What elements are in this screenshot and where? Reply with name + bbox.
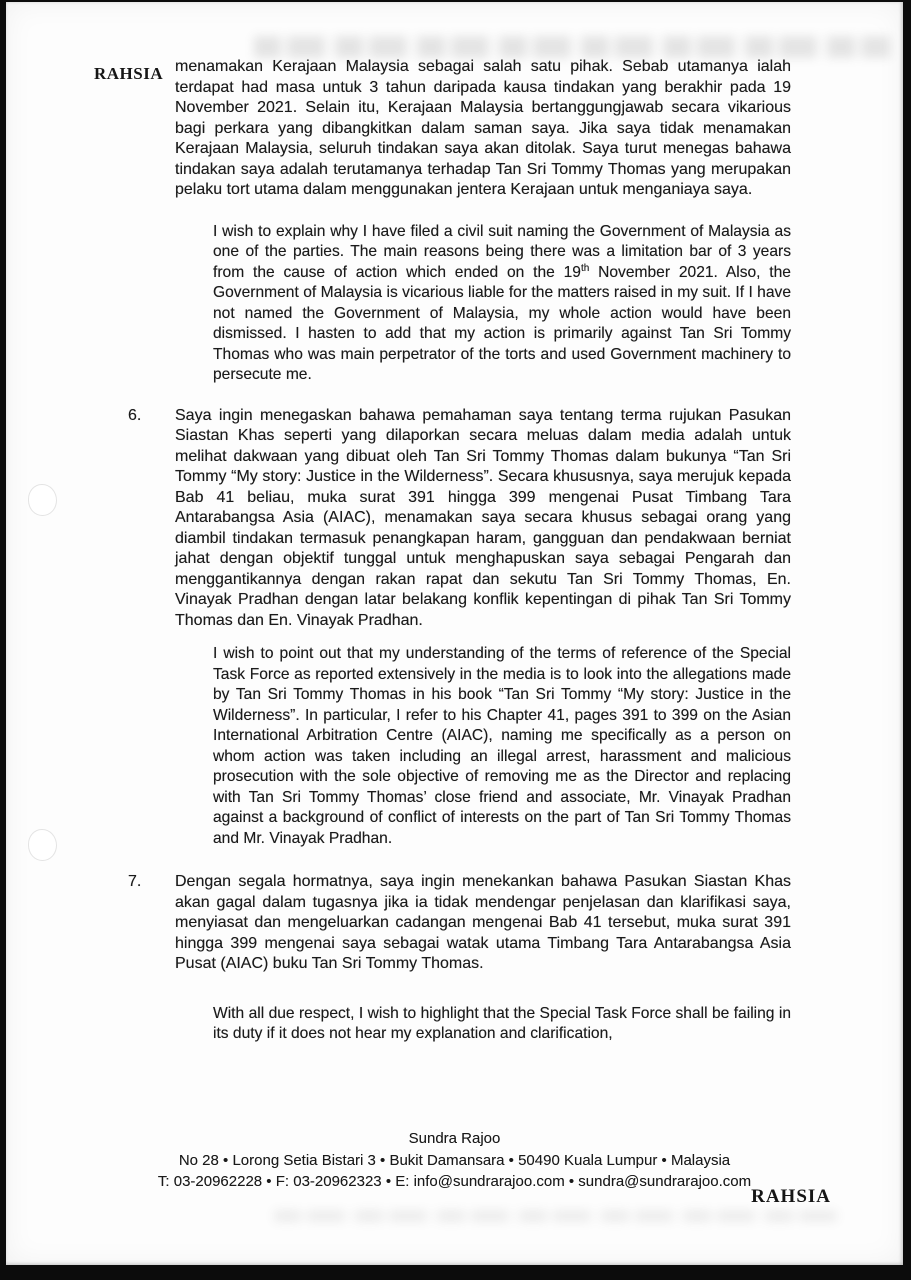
paragraph-english-translation-1: I wish to explain why I have filed a civil suit naming the Government of Malaysia as one of the parties. The main reasons being there was a limitation bar of 3 years from the cause of action which ended on the 19th November 2021. Also, the Government of Malaysia is vicarious liable for the matters raised in my suit. If I have not named the Government of Malaysia, my whole action would have been dismissed. I hasten to add that my action is primarily against Tan Sri Tommy Thomas who was main perpetrator of the torts and used Government machinery to persecute me. xyxy=(213,222,791,383)
paragraph-6-malay xyxy=(128,406,791,632)
paragraph-number: 7. xyxy=(128,873,142,890)
paragraph-continuation-malay: menamakan Kerajaan Malaysia sebagai salah satu pihak. Sebab utamanya ialah terdapat had masa untuk 3 tahun daripada kausa tindakan yang berakhir pada 19 November 2021. Selain itu, Kerajaan Malaysia bertanggungjawab secara vikarious bagi perkara yang dibangkitkan dalam saman saya. Jika saya tidak menamakan Kerajaan Malaysia, seluruh tindakan saya akan ditolak. Saya turut menegas bahawa tindakan saya adalah terutamanya terhadap Tan Sri Tommy Thomas yang merupakan pelaku tort utama dalam menggunakan jentera Kerajaan untuk menganiaya saya. xyxy=(175,58,791,198)
paragraph-text: Saya ingin menegaskan bahawa pemahaman saya tentang terma rujukan Pasukan Siastan Khas seperti yang dilaporkan secara meluas dalam media adalah untuk melihat dakwaan yang dibuat oleh Tan Sri Tommy Thomas dalam bukunya “Tan Sri Tommy “My story: Justice in the Wilderness”. Secara khususnya, saya merujuk kepada Bab 41 beliau, muka surat 391 hingga 399 mengenai Pusat Timbang Tara Antarabangsa Asia (AIAC), menamakan saya secara khusus sebagai orang yang diambil tindakan termasuk penangkapan haram, gangguan dan pendakwaan berniat jahat dengan objektif tunggal untuk menghapuskan saya sebagai Pengarah dan menggantikannya dengan rakan rapat dan sekutu Tan Sri Tommy Thomas, En. Vinayak Pradhan dengan latar belakang konflik kepentingan di pihak Tan Sri Tommy Thomas dan En. Vinayak Pradhan. xyxy=(175,406,791,629)
classification-stamp-bottom: RAHSIA xyxy=(751,1186,831,1207)
scanned-page xyxy=(6,2,903,1265)
paragraph-english-translation-7: With all due respect, I wish to highlight that the Special Task Force shall be failing in its duty if it does not hear my explanation and clarification, xyxy=(213,1004,791,1042)
letterhead-footer xyxy=(6,1128,903,1193)
classification-stamp-top: RAHSIA xyxy=(94,64,164,83)
footer-address: No 28 • Lorong Setia Bistari 3 • Bukit Damansara • 50490 Kuala Lumpur • Malaysia xyxy=(178,1151,731,1169)
paragraph-7-malay xyxy=(128,872,791,975)
bleed-through-smudge xyxy=(274,1210,840,1222)
punch-hole xyxy=(28,484,57,516)
paragraph-number: 6. xyxy=(128,406,142,424)
paragraph-english-translation-6: I wish to point out that my understanding of the terms of reference of the Special Task Force as reported extensively in the media is to look into the allegations made by Tan Sri Tommy Thomas in his book “Tan Sri Tommy “My story: Justice in the Wilderness”. In particular, I refer to his Chapter 41, pages 391 to 399 on the Asian International Arbitration Centre (AIAC), naming me specifically as a person on whom action was taken including an illegal arrest, harassment and malicious prosecution with the sole objective of removing me as the Director and replacing with Tan Sri Tommy Thomas’ close friend and associate, Mr. Vinayak Pradhan against a background of conflict of interests on the part of Tan Sri Tommy Thomas and Mr. Vinayak Pradhan. xyxy=(213,645,791,847)
paragraph-text: Dengan segala hormatnya, saya ingin menekankan bahawa Pasukan Siastan Khas akan gagal dalam tugasnya jika ia tidak mendengar penjelasan dan klarifikasi saya, menyiasat dan mengeluarkan cadangan mengenai Bab 41 tersebut, muka surat 391 hingga 399 mengenai saya sebagai watak utama Timbang Tara Antarabangsa Asia Pusat (AIAC) buku Tan Sri Tommy Thomas. xyxy=(175,873,791,972)
footer-name: Sundra Rajoo xyxy=(408,1130,501,1147)
punch-hole xyxy=(28,829,57,861)
footer-contact: T: 03-20962228 • F: 03-20962323 • E: info@sundrarajoo.com • sundra@sundrarajoo.com xyxy=(157,1173,752,1190)
